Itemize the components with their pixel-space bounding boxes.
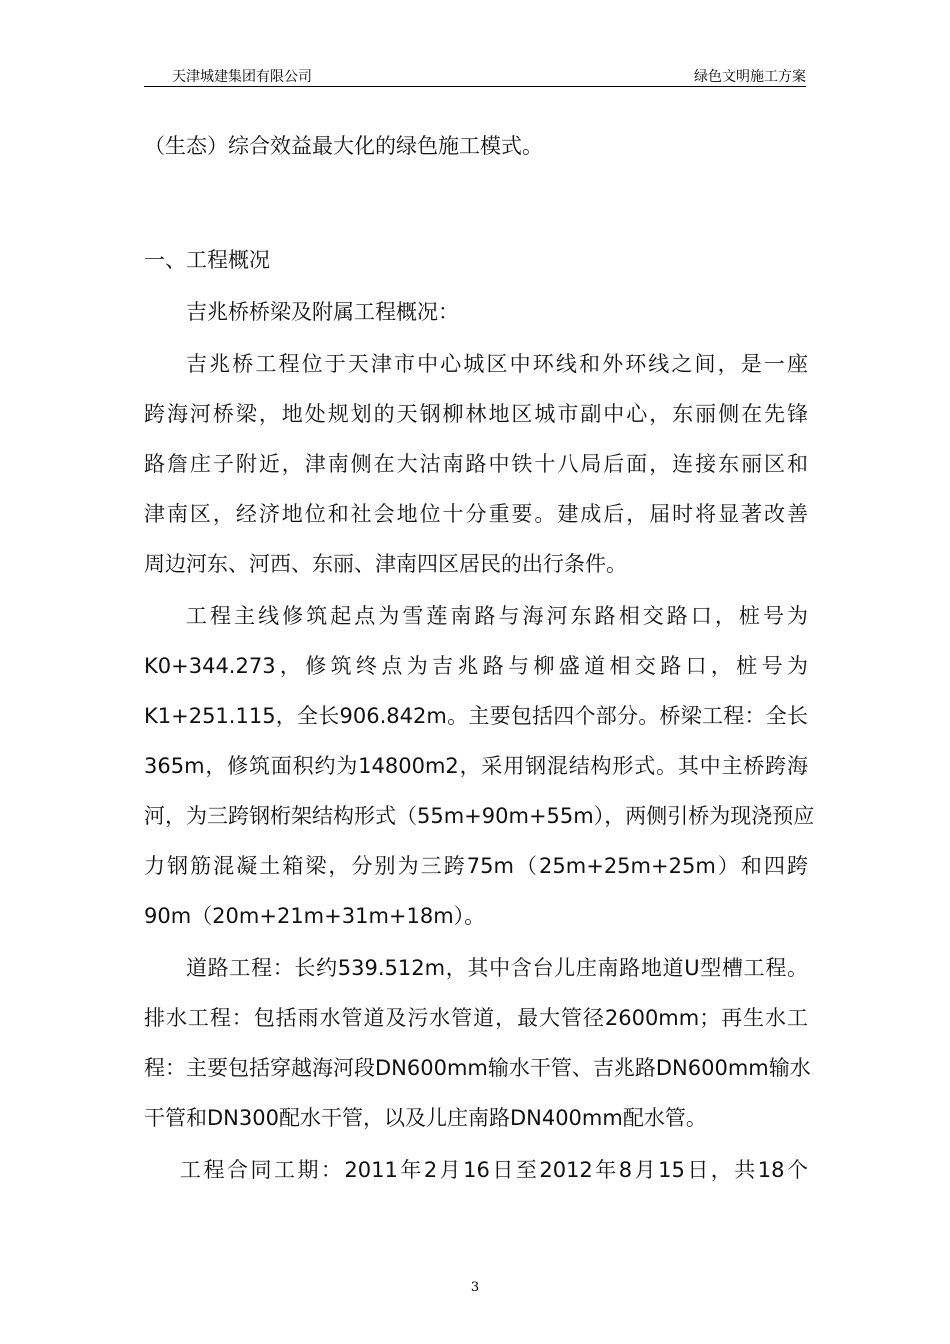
- paragraph-line: 力钢筋混凝土箱梁，分别为三跨75m（25m+25m+25m）和四跨: [144, 854, 808, 878]
- header-document-title: 绿色文明施工方案: [694, 69, 806, 85]
- paragraph-line: K0+344.273，修筑终点为吉兆路与柳盛道相交路口，桩号为: [144, 654, 808, 678]
- paragraph-line: 周边河东、河西、东丽、津南四区居民的出行条件。: [144, 552, 627, 576]
- subsection-heading: 吉兆桥桥梁及附属工程概况：: [186, 300, 459, 324]
- paragraph-line: 90m（20m+21m+31m+18m）。: [144, 904, 486, 928]
- paragraph-line: K1+251.115，全长906.842m。主要包括四个部分。桥梁工程：全长: [144, 704, 808, 728]
- paragraph-line: 路詹庄子附近，津南侧在大沽南路中铁十八局后面，连接东丽区和: [144, 452, 808, 476]
- paragraph-line: 跨海河桥梁，地处规划的天钢柳林地区城市副中心，东丽侧在先锋: [144, 402, 808, 426]
- page-header: [144, 64, 806, 87]
- paragraph-line: 工程合同工期：2011年2月16日至2012年8月15日，共18个: [180, 1158, 808, 1182]
- paragraph-line: 365m，修筑面积约为14800m2，采用钢混结构形式。其中主桥跨海: [144, 754, 808, 778]
- paragraph-line: 津南区，经济地位和社会地位十分重要。建成后，届时将显著改善: [144, 502, 808, 526]
- paragraph-line: 干管和DN300配水干管，以及儿庄南路DN400mm配水管。: [144, 1106, 707, 1130]
- header-organization: 天津城建集团有限公司: [172, 69, 312, 85]
- paragraph-line: 程：主要包括穿越海河段DN600mm输水干管、吉兆路DN600mm输水: [144, 1056, 811, 1080]
- paragraph-line: 工程主线修筑起点为雪莲南路与海河东路相交路口，桩号为: [186, 604, 808, 628]
- paragraph-line: 河，为三跨钢桁架结构形式（55m+90m+55m），两侧引桥为现浇预应: [144, 804, 815, 828]
- paragraph-line: 道路工程：长约539.512m，其中含台儿庄南路地道U型槽工程。: [186, 956, 808, 980]
- text-line: （生态）综合效益最大化的绿色施工模式。: [144, 134, 543, 158]
- page-number: 3: [470, 1280, 480, 1295]
- paragraph-line: 吉兆桥工程位于天津市中心城区中环线和外环线之间，是一座: [186, 352, 808, 376]
- paragraph-line: 排水工程：包括雨水管道及污水管道，最大管径2600mm；再生水工: [144, 1006, 808, 1030]
- section-heading: 一、工程概况: [144, 248, 270, 272]
